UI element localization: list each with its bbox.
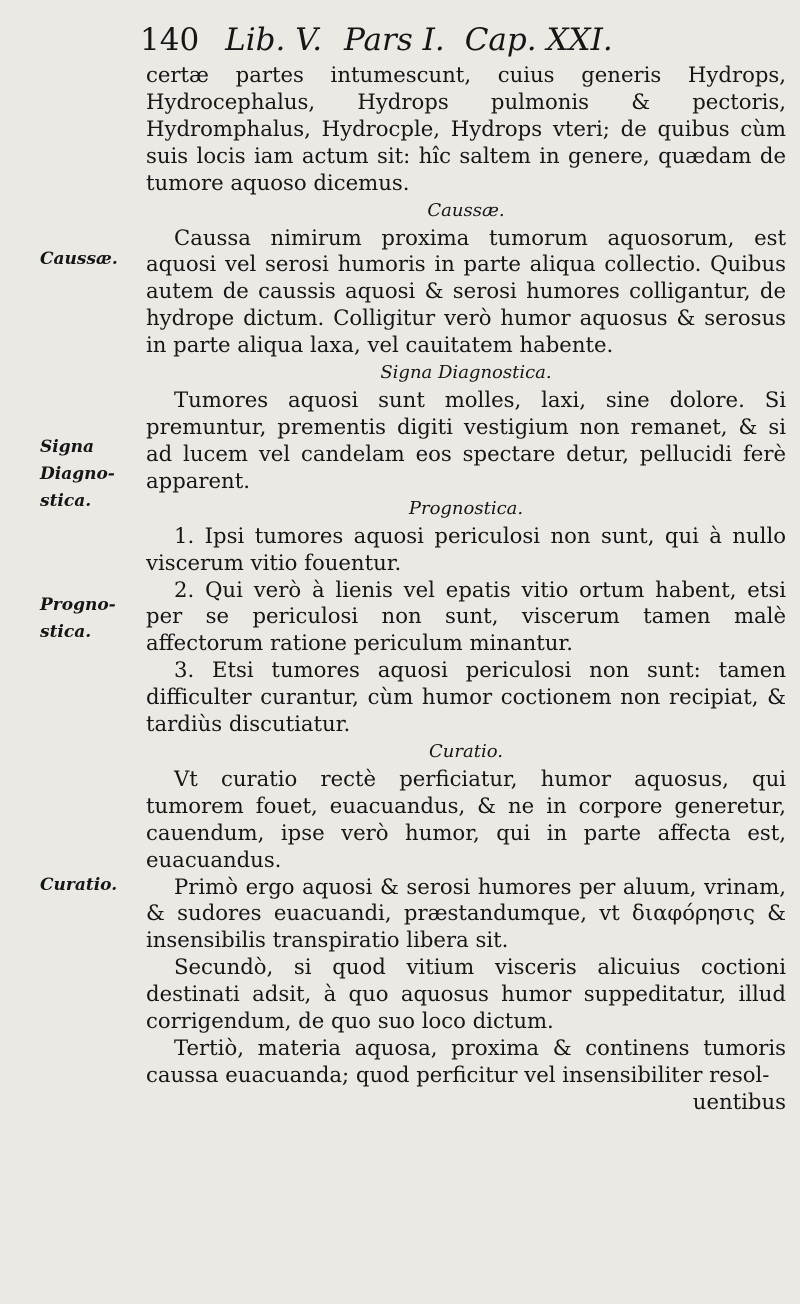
running-header (140, 18, 680, 62)
curatio-paragraph-1: Vt curatio rectè perficiatur, humor aquosus, qui tumorem fouet, euacuandus, & ne in corpore generetur, cauendum, ipse verò humor, qui in parte affecta est, euacuandus. (146, 765, 786, 872)
margin-note-causae (40, 246, 136, 273)
main-text (146, 62, 786, 1116)
curatio-paragraph-3: Secundò, si quod vitium visceris alicuius coctioni destinati adsit, à quo aquosus humor suppeditatur, illud corrigendum, de quo suo loco dictum. (146, 954, 786, 1034)
section-heading-causae: Caussæ. (427, 199, 505, 221)
section-heading-prognostica: Prognostica. (408, 497, 524, 519)
curatio-paragraph-2: Primò ergo aquosi & serosi humores per aluum, vrinam, & sudores euacuandi, præstandumque, vt διαφόρησις & insensibilis transpiratio libera sit. (146, 873, 786, 953)
chapter-number: Cap. XXI. (464, 22, 613, 58)
signa-paragraph: Tumores aquosi sunt molles, laxi, sine dolore. Si premuntur, prementis digiti vestigium non remanet, & si ad lucem vel candelam eos spectare detur, pellucidi ferè apparent. (146, 387, 786, 493)
margin-label: Caussæ. (40, 249, 118, 269)
prognostica-item-2: 2. Qui verò à lienis vel epatis vitio ortum habent, etsi per se periculosi non sunt, viscerum tamen malè affectorum ratione periculum minantur. (146, 576, 786, 656)
margin-label: Signa (40, 437, 94, 457)
book-number: Lib. V. (225, 22, 323, 58)
prognostica-item-3: 3. Etsi tumores aquosi periculosi non sunt: tamen difficulter curantur, cùm humor coctionem non recipiat, & tardiùs discutiatur. (146, 657, 786, 737)
causae-paragraph: Caussa nimirum proxima tumorum aquosorum, est aquosi vel serosi humoris in parte aliqua collectio. Quibus autem de caussis aquosi & serosi humores colligantur, de hydrope dictum. Colligitur verò humor aquosus & serosus in parte aliqua laxa, vel cauitatem habente. (146, 224, 786, 358)
margin-label: stica. (40, 622, 92, 642)
page-number: 140 (140, 22, 200, 58)
prognostica-item-1: 1. Ipsi tumores aquosi periculosi non sunt, qui à nullo viscerum vitio fouentur. (146, 522, 786, 575)
margin-note-signa (40, 434, 136, 515)
part-number: Pars I. (344, 22, 445, 58)
margin-label: Diagno- (40, 464, 115, 484)
curatio-paragraph-4: Tertiò, materia aquosa, proxima & continens tumoris caussa euacuanda; quod perficitur vel insensibiliter resol- (146, 1035, 786, 1087)
margin-label: Progno- (40, 595, 116, 615)
margin-note-prognostica (40, 592, 136, 646)
section-heading-signa: Signa Diagnostica. (380, 362, 552, 384)
section-heading-curatio: Curatio. (429, 740, 503, 762)
margin-label: stica. (40, 491, 92, 511)
margin-note-curatio (40, 872, 136, 899)
catchword: uentibus (692, 1088, 786, 1114)
margin-label: Curatio. (40, 875, 118, 895)
intro-paragraph: certæ partes intumescunt, cuius generis Hydrops, Hydrocephalus, Hydrops pulmonis & pectoris, Hydromphalus, Hydrocple, Hydrops vteri; de quibus cùm suis locis iam actum sit: hîc saltem in genere, quædam de tumore aquoso dicemus. (146, 62, 786, 195)
